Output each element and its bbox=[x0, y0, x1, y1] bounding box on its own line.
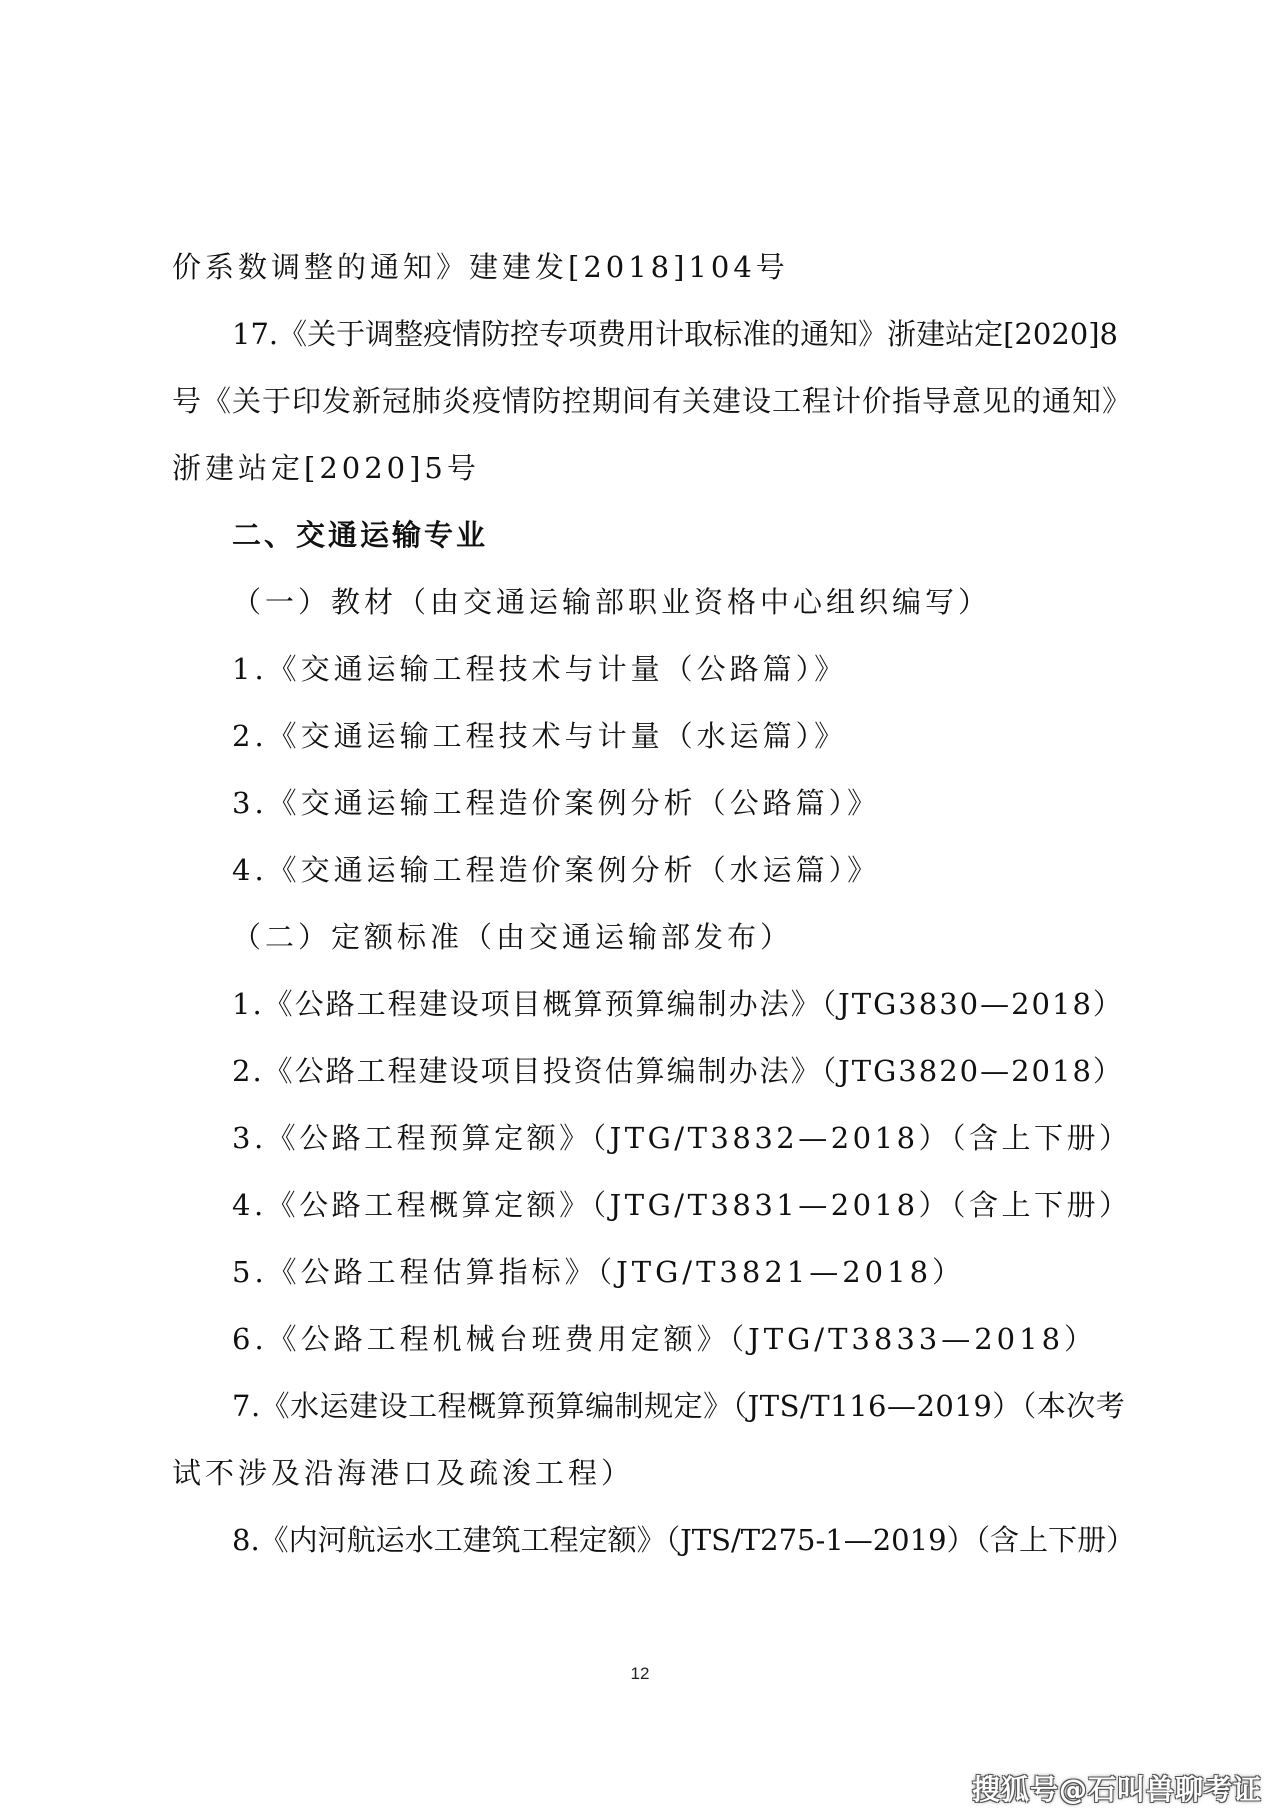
text-line-item-17-cont: 号《关于印发新冠肺炎疫情防控期间有关建设工程计价指导意见的通知》 bbox=[172, 384, 1133, 418]
textbook-item-4: 4.《交通运输工程造价案例分析（水运篇）》 bbox=[232, 853, 881, 887]
standard-item-6: 6.《公路工程机械台班费用定额》（JTG/T3833—2018） bbox=[232, 1322, 1098, 1356]
text-line-item-17-end: 浙建站定[2020]5号 bbox=[172, 451, 480, 485]
textbook-item-3: 3.《交通运输工程造价案例分析（公路篇）》 bbox=[232, 786, 881, 820]
standard-item-7-cont: 试不涉及沿海港口及疏浚工程） bbox=[172, 1456, 635, 1490]
standard-item-2: 2.《公路工程建设项目投资估算编制办法》（JTG3820—2018） bbox=[232, 1054, 1124, 1088]
textbook-item-1: 1.《交通运输工程技术与计量（公路篇）》 bbox=[232, 652, 848, 686]
section-heading: 二、交通运输专业 bbox=[232, 518, 489, 552]
page-number: 12 bbox=[630, 1664, 650, 1683]
subsection-heading-textbooks: （一）教材（由交通运输部职业资格中心组织编写） bbox=[232, 585, 992, 619]
text-line-continuation: 价系数调整的通知》建建发[2018]104号 bbox=[172, 250, 789, 284]
subsection-heading-standards: （二）定额标准（由交通运输部发布） bbox=[232, 920, 794, 954]
standard-item-7: 7.《水运建设工程概算预算编制规定》（JTS/T116—2019）（本次考 bbox=[232, 1389, 1126, 1423]
text-line-item-17: 17.《关于调整疫情防控专项费用计取标准的通知》浙建站定[2020]8 bbox=[232, 317, 1119, 351]
standard-item-3: 3.《公路工程预算定额》（JTG/T3832—2018）（含上下册） bbox=[232, 1121, 1132, 1155]
standard-item-4: 4.《公路工程概算定额》（JTG/T3831—2018）（含上下册） bbox=[232, 1188, 1132, 1222]
standard-item-8: 8.《内河航运水工建筑工程定额》（JTS/T275-1—2019）（含上下册） bbox=[232, 1523, 1136, 1557]
standard-item-1: 1.《公路工程建设项目概算预算编制办法》（JTG3830—2018） bbox=[232, 987, 1124, 1021]
textbook-item-2: 2.《交通运输工程技术与计量（水运篇）》 bbox=[232, 719, 848, 753]
standard-item-5: 5.《公路工程估算指标》（JTG/T3821—2018） bbox=[232, 1255, 966, 1289]
watermark: 搜狐号@石叫兽聊考证 bbox=[971, 1773, 1262, 1806]
